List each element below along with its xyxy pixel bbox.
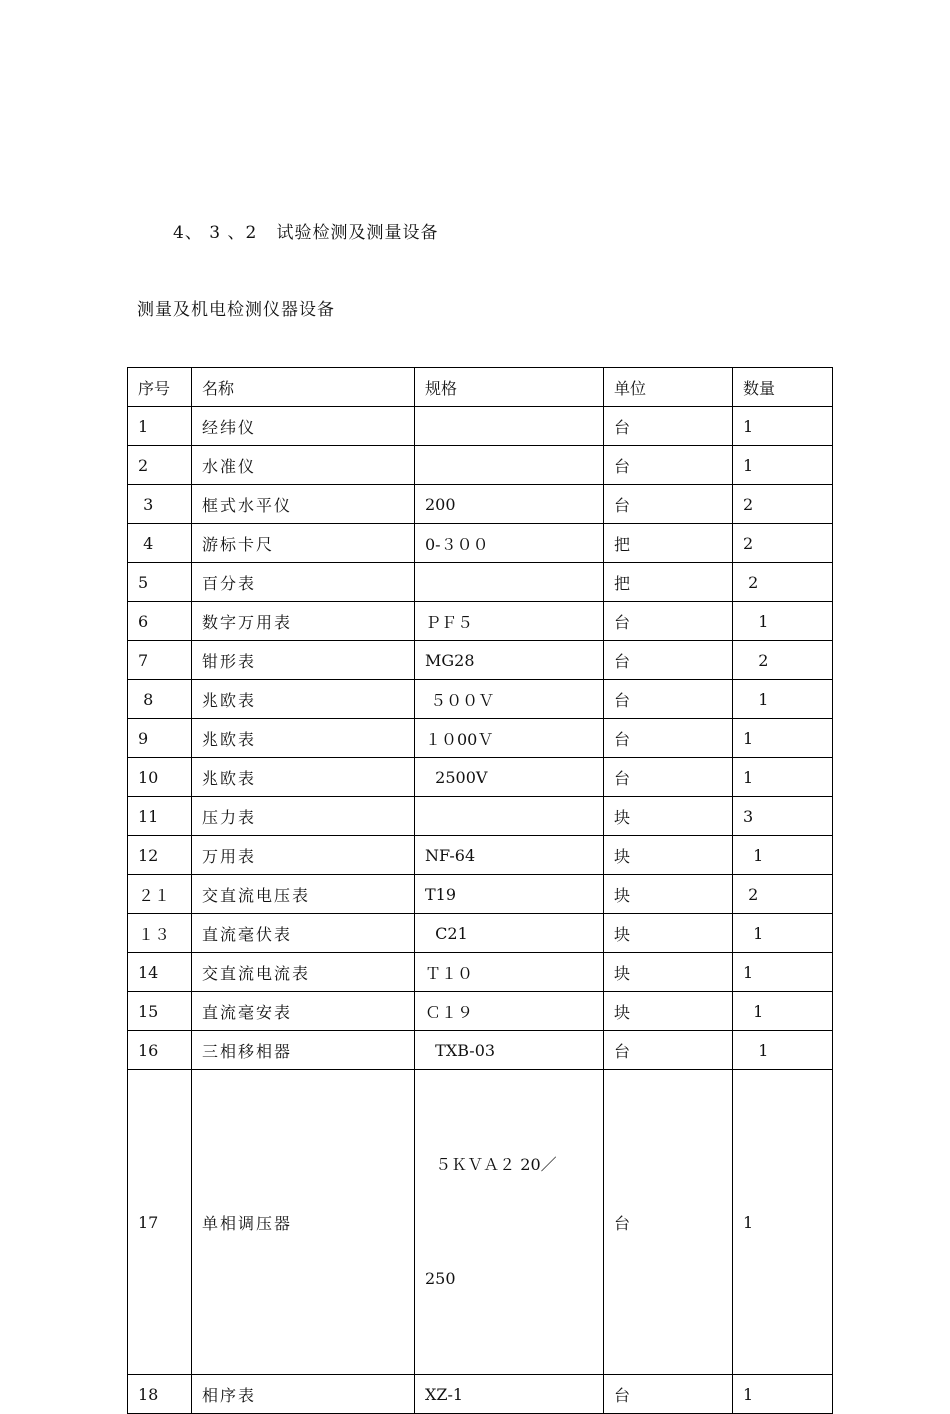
table-row <box>128 641 833 680</box>
cell-no: 9 <box>128 719 192 758</box>
table-row <box>128 446 833 485</box>
cell-name: 压力表 <box>192 797 415 836</box>
cell-qty: 1 <box>733 1031 833 1070</box>
header-no: 序号 <box>128 368 192 407</box>
cell-unit: 块 <box>604 875 733 914</box>
cell-spec: NF-64 <box>415 836 604 875</box>
cell-no: 12 <box>128 836 192 875</box>
cell-qty: 3 <box>733 797 833 836</box>
cell-qty: 2 <box>733 875 833 914</box>
cell-name: 相序表 <box>192 1375 415 1414</box>
cell-unit: 块 <box>604 914 733 953</box>
cell-name: 直流毫安表 <box>192 992 415 1031</box>
cell-unit: 把 <box>604 563 733 602</box>
table-row <box>128 524 833 563</box>
cell-qty: 1 <box>733 719 833 758</box>
cell-unit: 台 <box>604 1070 733 1375</box>
cell-name: 钳形表 <box>192 641 415 680</box>
cell-name: 三相移相器 <box>192 1031 415 1070</box>
cell-unit: 台 <box>604 1375 733 1414</box>
cell-name: 直流毫伏表 <box>192 914 415 953</box>
cell-qty: 1 <box>733 446 833 485</box>
header-name: 名称 <box>192 368 415 407</box>
cell-no: 3 <box>128 485 192 524</box>
table-row <box>128 992 833 1031</box>
cell-unit: 台 <box>604 485 733 524</box>
equipment-table <box>127 367 833 1414</box>
cell-qty: 2 <box>733 524 833 563</box>
table-row <box>128 719 833 758</box>
cell-name: 交直流电流表 <box>192 953 415 992</box>
cell-spec: 200 <box>415 485 604 524</box>
cell-no: ２１ <box>128 875 192 914</box>
cell-no: 7 <box>128 641 192 680</box>
cell-qty: 2 <box>733 485 833 524</box>
section-heading: 4、 3 、2 试验检测及测量设备 <box>173 223 439 243</box>
cell-qty: 1 <box>733 1375 833 1414</box>
cell-qty: 1 <box>733 1070 833 1375</box>
header-qty: 数量 <box>733 368 833 407</box>
cell-qty: 2 <box>733 563 833 602</box>
table-row <box>128 836 833 875</box>
cell-unit: 块 <box>604 836 733 875</box>
cell-no: 16 <box>128 1031 192 1070</box>
cell-qty: 1 <box>733 914 833 953</box>
cell-spec: TXB-03 <box>415 1031 604 1070</box>
cell-spec: XZ-1 <box>415 1375 604 1414</box>
cell-spec: C21 <box>415 914 604 953</box>
cell-spec: Ｔ１０ <box>415 953 604 992</box>
cell-name: 单相调压器 <box>192 1070 415 1375</box>
cell-qty: 2 <box>733 641 833 680</box>
table-row <box>128 1375 833 1414</box>
cell-unit: 台 <box>604 680 733 719</box>
table-row <box>128 797 833 836</box>
cell-no: 11 <box>128 797 192 836</box>
cell-no: 4 <box>128 524 192 563</box>
table-row <box>128 1031 833 1070</box>
cell-spec: ５００Ｖ <box>415 680 604 719</box>
cell-spec: １０00Ｖ <box>415 719 604 758</box>
cell-no: 2 <box>128 446 192 485</box>
cell-qty: 1 <box>733 992 833 1031</box>
cell-unit: 块 <box>604 953 733 992</box>
cell-name: 万用表 <box>192 836 415 875</box>
cell-qty: 1 <box>733 602 833 641</box>
cell-no: １３ <box>128 914 192 953</box>
table-row <box>128 953 833 992</box>
cell-qty: 1 <box>733 836 833 875</box>
table-row <box>128 914 833 953</box>
cell-spec <box>415 1070 604 1375</box>
cell-unit: 台 <box>604 446 733 485</box>
table-row <box>128 875 833 914</box>
cell-unit: 台 <box>604 719 733 758</box>
cell-no: 1 <box>128 407 192 446</box>
cell-name: 百分表 <box>192 563 415 602</box>
cell-spec <box>415 407 604 446</box>
cell-spec: T19 <box>415 875 604 914</box>
table-row <box>128 602 833 641</box>
table-header-row <box>128 368 833 407</box>
cell-no: 17 <box>128 1070 192 1375</box>
cell-name: 兆欧表 <box>192 680 415 719</box>
table-row <box>128 485 833 524</box>
header-unit: 单位 <box>604 368 733 407</box>
table-row <box>128 1070 833 1375</box>
cell-unit: 台 <box>604 407 733 446</box>
table-row <box>128 563 833 602</box>
cell-unit: 台 <box>604 602 733 641</box>
cell-spec-line: ５ＫＶＡ２ 20／ <box>425 1155 557 1174</box>
cell-name: 数字万用表 <box>192 602 415 641</box>
cell-spec <box>415 797 604 836</box>
cell-unit: 块 <box>604 797 733 836</box>
header-spec: 规格 <box>415 368 604 407</box>
cell-no: 15 <box>128 992 192 1031</box>
cell-name: 经纬仪 <box>192 407 415 446</box>
cell-spec: ＰＦ５ <box>415 602 604 641</box>
cell-spec: 0-３００ <box>415 524 604 563</box>
cell-spec <box>415 563 604 602</box>
cell-name: 水准仪 <box>192 446 415 485</box>
cell-spec: 2500V <box>415 758 604 797</box>
cell-no: 5 <box>128 563 192 602</box>
cell-no: 10 <box>128 758 192 797</box>
cell-no: 18 <box>128 1375 192 1414</box>
cell-spec: Ｃ１９ <box>415 992 604 1031</box>
cell-unit: 块 <box>604 992 733 1031</box>
cell-name: 兆欧表 <box>192 758 415 797</box>
table-row <box>128 680 833 719</box>
cell-qty: 1 <box>733 953 833 992</box>
cell-no: 6 <box>128 602 192 641</box>
cell-unit: 把 <box>604 524 733 563</box>
cell-spec: MG28 <box>415 641 604 680</box>
cell-no: 8 <box>128 680 192 719</box>
cell-qty: 1 <box>733 758 833 797</box>
table-row <box>128 407 833 446</box>
cell-no: 14 <box>128 953 192 992</box>
cell-qty: 1 <box>733 680 833 719</box>
table-row <box>128 758 833 797</box>
cell-spec-line: 250 <box>425 1269 456 1288</box>
cell-qty: 1 <box>733 407 833 446</box>
cell-name: 游标卡尺 <box>192 524 415 563</box>
cell-spec <box>415 446 604 485</box>
cell-unit: 台 <box>604 758 733 797</box>
cell-name: 交直流电压表 <box>192 875 415 914</box>
cell-name: 兆欧表 <box>192 719 415 758</box>
table-title: 测量及机电检测仪器设备 <box>137 300 335 320</box>
cell-unit: 台 <box>604 641 733 680</box>
cell-name: 框式水平仪 <box>192 485 415 524</box>
cell-unit: 台 <box>604 1031 733 1070</box>
